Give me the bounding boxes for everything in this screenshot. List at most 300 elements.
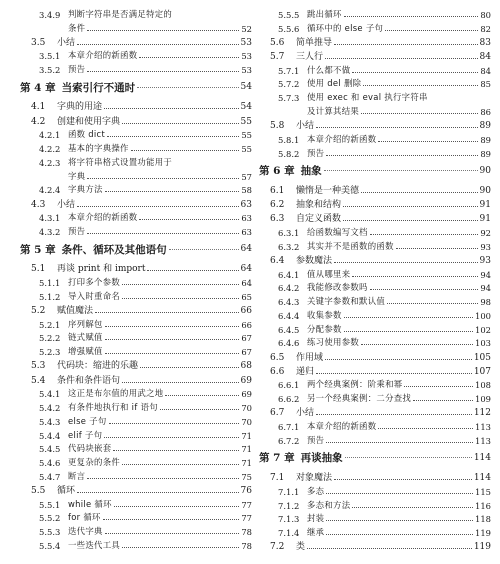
toc-entry-page: 93 (479, 255, 491, 266)
toc-entry-title: 什么都不做 (307, 64, 351, 75)
dot-leader (105, 326, 240, 327)
toc-entry-number: 5.4.5 (39, 444, 61, 455)
dot-leader (326, 493, 473, 494)
toc-entry-title: 简单推导 (296, 37, 333, 48)
toc-entry-sub2 (20, 343, 252, 357)
toc-entry-sub1 (20, 357, 252, 371)
toc-entry-number: 6.7.1 (278, 422, 300, 433)
toc-entry-page: 70 (241, 403, 252, 413)
toc-entry-sub2 (259, 335, 491, 349)
dot-leader (160, 409, 239, 410)
toc-entry-page: 53 (240, 37, 252, 48)
dot-leader (352, 507, 473, 508)
toc-entry-page: 107 (473, 366, 491, 377)
dot-leader (114, 506, 240, 507)
toc-entry-sub2 (20, 48, 252, 62)
toc-entry-page: 67 (241, 347, 252, 358)
dot-leader (326, 520, 473, 521)
toc-entry-title: 分配参数 (307, 323, 342, 334)
toc-entry-sub1 (20, 482, 252, 496)
toc-entry-number: 6.1 (270, 185, 285, 196)
toc-entry-page: 55 (241, 130, 252, 141)
toc-entry-title: 抽象和结构 (296, 199, 342, 210)
toc-entry-title: 多态 (307, 485, 325, 496)
toc-entry-sub2 (20, 127, 252, 141)
toc-entry-number: 5.4 (31, 375, 46, 386)
toc-entry-sub1 (20, 98, 252, 112)
toc-entry-sub2 (259, 224, 491, 238)
dot-leader (105, 339, 240, 340)
dot-leader (324, 170, 478, 171)
toc-entry-title: 关键字参数和默认值 (307, 296, 386, 307)
dot-leader (361, 192, 478, 193)
toc-entry-sub1 (20, 260, 252, 274)
toc-entry-sub1 (20, 34, 252, 48)
toc-entry-number: 7.1.3 (278, 514, 300, 525)
toc-entry-page: 66 (241, 319, 252, 330)
toc-entry-page: 63 (241, 227, 252, 237)
toc-entry-sub2 (20, 537, 252, 551)
toc-entry-page: 114 (473, 473, 491, 484)
toc-entry-page: 90 (479, 185, 491, 196)
toc-entry-sub1 (259, 182, 491, 196)
toc-entry-sub2 (20, 223, 252, 237)
dot-leader (137, 87, 238, 88)
toc-entry-page: 71 (241, 430, 252, 441)
toc-entry-page: 91 (479, 214, 491, 225)
toc-entry-number: 5.2 (31, 305, 46, 316)
toc-entry-page: 55 (241, 144, 252, 155)
toc-entry-number: 5.6 (270, 37, 285, 48)
toc-entry-number: 5.1.1 (39, 277, 61, 288)
toc-entry-page: 64 (240, 264, 252, 275)
toc-entry-sub2 (259, 377, 491, 391)
dot-leader (77, 206, 239, 207)
toc-entry-number: 5.4.6 (39, 458, 61, 468)
toc-entry-title: 条件和条件语句 (57, 375, 121, 386)
dot-leader (87, 178, 239, 179)
toc-entry-title: 打印多个参数 (68, 276, 121, 287)
dot-leader (370, 289, 479, 290)
toc-entry-page: 80 (480, 9, 491, 20)
dot-leader (344, 317, 473, 318)
dot-leader (105, 191, 240, 192)
toc-entry-number: 6.4.1 (278, 269, 300, 280)
toc-entry-page: 75 (241, 471, 252, 482)
toc-entry-sub2 (20, 510, 252, 524)
toc-entry-number: 5.7.3 (278, 93, 300, 104)
toc-entry-title: 作用域 (296, 352, 324, 363)
toc-entry-title: 本章介绍的新函数 (307, 421, 377, 432)
toc-left-column (20, 6, 252, 551)
toc-entry-number: 6.6.2 (278, 394, 300, 405)
toc-entry-page: 63 (241, 213, 252, 224)
toc-entry-page: 108 (475, 380, 491, 391)
toc-entry-title: 参数魔法 (296, 255, 333, 266)
toc-entry-page: 82 (480, 23, 491, 34)
dot-leader (396, 248, 479, 249)
toc-entry-title: 小结 (57, 199, 76, 210)
toc-entry-title: 跳出循环 (307, 8, 342, 19)
toc-entry-title: 一些迭代工具 (68, 539, 121, 550)
toc-entry-number: 4.1 (31, 102, 46, 113)
dot-leader (105, 353, 240, 354)
toc-entry-page: 83 (479, 37, 491, 48)
toc-entry-number: 6.7 (270, 408, 285, 419)
toc-entry-sub2 (20, 154, 252, 168)
toc-entry-sub2 (259, 293, 491, 307)
toc-entry-title: 函数 dict (68, 129, 106, 140)
toc-entry-page: 90 (479, 165, 491, 176)
toc-entry-number: 4.2.2 (39, 144, 61, 155)
toc-entry-title: 小结 (57, 37, 76, 48)
dot-leader (77, 492, 239, 493)
toc-entry-title: 封装 (307, 513, 325, 524)
dot-leader (104, 108, 239, 109)
toc-entry-number: 第 6 章 (259, 165, 295, 178)
toc-entry-title: 其实并不是函数的函数 (307, 240, 394, 251)
dot-leader (140, 367, 239, 368)
toc-entry-number: 5.5.4 (39, 540, 61, 551)
toc-entry-sub2 (20, 6, 252, 20)
toc-entry-title: 懒惰是一种美德 (296, 185, 360, 196)
toc-entry-page: 86 (480, 106, 491, 117)
toc-entry-page: 115 (475, 486, 491, 497)
toc-entry-title: 序列解包 (68, 318, 103, 329)
toc-entry-sub1 (20, 371, 252, 385)
toc-entry-sub2 (259, 497, 491, 511)
dot-leader (334, 262, 478, 263)
toc-entry-number: 5.4.4 (39, 430, 61, 441)
toc-entry-title: 预告 (307, 434, 325, 445)
toc-entry-number: 5.8.2 (278, 148, 300, 159)
toc-entry-number: 5.5.2 (39, 513, 61, 524)
toc-entry-sub2 (259, 524, 491, 538)
toc-entry-sub1 (259, 117, 491, 131)
toc-entry-sub2 (259, 418, 491, 432)
toc-entry-page: 64 (240, 244, 252, 254)
toc-entry-page: 58 (241, 185, 252, 196)
dot-leader (107, 136, 239, 137)
toc-entry-sub2 (259, 131, 491, 145)
toc-entry-page: 113 (475, 422, 491, 433)
toc-entry-number: 6.4.3 (278, 297, 300, 308)
toc-entry-number: 5.4.3 (39, 416, 61, 427)
toc-entry-page: 77 (241, 499, 252, 510)
toc-entry-title: 收集参数 (307, 309, 342, 320)
toc-entry-sub2 (259, 62, 491, 76)
toc-entry-number: 5.2.3 (39, 347, 61, 358)
toc-entry-page: 85 (480, 79, 491, 90)
dot-leader (122, 298, 239, 299)
toc-entry-sub2 (20, 140, 252, 154)
toc-entry-page: 54 (240, 102, 252, 113)
dot-leader (147, 270, 238, 271)
toc-entry-number: 6.4.4 (278, 310, 300, 321)
toc-entry-number: 7.2 (270, 542, 285, 553)
dot-leader (316, 127, 478, 128)
toc-entry-page: 119 (473, 542, 491, 553)
toc-entry-number: 5.7 (270, 51, 285, 62)
dot-leader (326, 442, 473, 443)
toc-entry-number: 第 4 章 (20, 81, 56, 94)
toc-entry-title: 再谈 print 和 import (57, 264, 146, 275)
toc-entry-page: 93 (480, 241, 491, 252)
toc-entry-title: 多态和方法 (307, 499, 351, 510)
dot-leader (87, 30, 239, 31)
toc-entry-title: 基本的字典操作 (68, 143, 129, 154)
toc-entry-title: 断言 (68, 470, 86, 481)
toc-entry-title: for 循环 (68, 512, 101, 523)
toc-entry-title: 字典 (68, 170, 86, 181)
toc-entry-title: 代码块：缩进的乐趣 (57, 361, 139, 372)
toc-entry-page: 91 (479, 199, 491, 210)
toc-entry-page: 54 (240, 82, 252, 93)
toc-entry-number: 3.5.2 (39, 65, 61, 76)
toc-entry-number: 4.3 (31, 199, 46, 210)
toc-entry-sub2 (20, 274, 252, 288)
dot-leader (122, 547, 239, 548)
toc-entry-number: 4.2 (31, 116, 46, 127)
toc-entry-number: 4.2.4 (39, 185, 61, 196)
toc-entry-page: 69 (241, 389, 252, 400)
toc-entry-page: 102 (475, 324, 491, 335)
toc-entry-title: 预告 (68, 64, 86, 75)
toc-entry-number: 3.5.1 (39, 51, 61, 62)
toc-entry-cont (20, 20, 252, 34)
toc-entry-sub2 (20, 523, 252, 537)
toc-entry-sub2 (20, 61, 252, 75)
toc-entry-title: 再谈抽象 (300, 452, 343, 465)
toc-entry-page: 94 (480, 269, 491, 280)
toc-entry-title: 循环 (57, 485, 76, 496)
toc-entry-sub1 (259, 348, 491, 362)
toc-entry-page: 70 (241, 416, 252, 427)
dot-leader (131, 150, 240, 151)
toc-entry-number: 5.8.1 (278, 134, 300, 145)
dot-leader (87, 478, 239, 479)
toc-entry-title: 将字符串格式设置功能用于 (68, 156, 173, 167)
dot-leader (404, 386, 473, 387)
dot-leader (334, 479, 472, 480)
toc-entry-number: 6.4.6 (278, 338, 300, 349)
dot-leader (344, 16, 479, 17)
toc-entry-title: 本章介绍的新函数 (68, 50, 138, 61)
toc-entry-chap (259, 160, 491, 182)
toc-entry-chap (20, 76, 252, 98)
toc-entry-title: 循环中的 else 子句 (307, 22, 384, 33)
toc-entry-page: 84 (479, 51, 491, 62)
toc-entry-page: 78 (241, 540, 252, 551)
toc-entry-title: 小结 (296, 121, 315, 132)
toc-entry-title: 判断字符串是否满足特定的 (68, 8, 173, 19)
toc-entry-page: 119 (475, 528, 491, 539)
dot-leader (122, 464, 239, 465)
dot-leader (344, 331, 473, 332)
dot-leader (77, 44, 239, 45)
toc-entry-cont (20, 168, 252, 182)
toc-entry-number: 6.3 (270, 214, 285, 225)
toc-entry-sub2 (20, 316, 252, 330)
toc-entry-number: 5.5.3 (39, 527, 61, 538)
toc-right-column (259, 6, 491, 552)
toc-entry-number: 6.6.1 (278, 380, 300, 391)
toc-entry-title: 链式赋值 (68, 332, 103, 343)
dot-leader (352, 276, 478, 277)
dot-leader (139, 57, 239, 58)
toc-entry-number: 6.4.5 (278, 324, 300, 335)
toc-entry-sub2 (20, 496, 252, 510)
toc-entry-title: 增强赋值 (68, 346, 103, 357)
toc-entry-title: 更复杂的条件 (68, 457, 121, 467)
toc-entry-page: 68 (240, 361, 252, 372)
toc-entry-page: 71 (241, 444, 252, 455)
toc-entry-number: 5.4.7 (39, 471, 61, 482)
toc-entry-chap (259, 447, 491, 469)
dot-leader (325, 58, 478, 59)
toc-entry-sub1 (20, 195, 252, 209)
toc-entry-number: 7.1.4 (278, 528, 300, 539)
toc-entry-page: 76 (240, 485, 252, 496)
dot-leader (378, 428, 473, 429)
dot-leader (385, 30, 478, 31)
dot-leader (95, 312, 239, 313)
dot-leader (352, 72, 478, 73)
toc-entry-sub2 (20, 330, 252, 344)
toc-entry-page: 109 (475, 394, 491, 405)
toc-entry-title: 迭代字典 (68, 526, 103, 537)
toc-entry-sub2 (259, 432, 491, 446)
dot-leader (343, 220, 478, 221)
toc-entry-page: 53 (241, 65, 252, 76)
toc-entry-title: 练习使用参数 (307, 337, 360, 348)
dot-leader (113, 450, 239, 451)
toc-entry-title: 这正是布尔值的用武之地 (68, 388, 164, 399)
toc-entry-page: 113 (475, 435, 491, 446)
dot-leader (122, 284, 239, 285)
dot-leader (87, 233, 239, 234)
toc-entry-number: 7.1 (270, 473, 285, 484)
toc-entry-title: 有条件地执行和 if 语句 (68, 402, 158, 412)
toc-entry-title: 我能修改参数吗 (307, 282, 368, 293)
toc-entry-title: 使用 exec 和 eval 执行字符串 (307, 92, 428, 103)
toc-entry-sub2 (20, 427, 252, 441)
toc-entry-number: 5.5 (31, 485, 46, 496)
toc-entry-sub1 (259, 48, 491, 62)
toc-entry-sub2 (20, 386, 252, 400)
toc-entry-page: 89 (480, 134, 491, 145)
toc-entry-number: 5.4.2 (39, 403, 61, 413)
toc-entry-page: 114 (473, 452, 491, 463)
toc-entry-sub2 (20, 210, 252, 224)
toc-entry-sub1 (259, 538, 491, 552)
toc-entry-number: 4.3.2 (39, 227, 61, 237)
toc-entry-sub2 (20, 441, 252, 455)
toc-entry-sub2 (259, 238, 491, 252)
toc-entry-sub2 (20, 454, 252, 468)
toc-entry-sub1 (259, 469, 491, 483)
dot-leader (87, 71, 239, 72)
dot-leader (387, 303, 478, 304)
toc-entry-number: 7.1.2 (278, 500, 300, 511)
toc-entry-sub2 (259, 89, 491, 103)
toc-entry-sub1 (259, 252, 491, 266)
dot-leader (378, 141, 478, 142)
toc-entry-title: else 子句 (68, 415, 107, 426)
toc-entry-number: 4.3.1 (39, 213, 61, 224)
toc-entry-number: 5.7.2 (278, 79, 300, 90)
toc-entry-page: 57 (241, 171, 252, 182)
toc-entry-title: 小结 (296, 408, 315, 419)
toc-entry-sub2 (20, 288, 252, 302)
toc-entry-page: 64 (241, 277, 252, 288)
toc-entry-sub2 (20, 413, 252, 427)
toc-entry-number: 5.5.6 (278, 23, 300, 34)
toc-entry-title: 代码块嵌套 (68, 443, 112, 454)
toc-entry-title: 本章介绍的新函数 (307, 133, 377, 144)
toc-entry-number: 6.4 (270, 255, 285, 266)
toc-entry-page: 94 (480, 283, 491, 294)
dot-leader (104, 437, 239, 438)
toc-entry-page: 118 (475, 514, 491, 525)
toc-entry-sub1 (259, 404, 491, 418)
toc-entry-number: 6.4.2 (278, 283, 300, 294)
toc-entry-number: 4.2.3 (39, 157, 61, 168)
toc-entry-sub1 (259, 34, 491, 48)
dot-leader (165, 395, 239, 396)
toc-entry-sub2 (20, 399, 252, 413)
toc-entry-page: 92 (480, 227, 491, 238)
toc-entry-page: 103 (475, 338, 491, 349)
toc-entry-page: 98 (480, 297, 491, 308)
toc-entry-number: 5.5.5 (278, 9, 300, 20)
dot-leader (326, 534, 473, 535)
dot-leader (316, 373, 472, 374)
dot-leader (122, 382, 239, 383)
dot-leader (139, 219, 239, 220)
toc-entry-number: 6.5 (270, 352, 285, 363)
toc-entry-sub2 (259, 483, 491, 497)
toc-entry-title: 导入时重命名 (68, 290, 121, 301)
toc-entry-chap (20, 238, 252, 260)
toc-entry-page: 89 (479, 121, 491, 132)
toc-entry-number: 7.1.1 (278, 486, 300, 497)
toc-entry-number: 5.8 (270, 121, 285, 132)
dot-leader (103, 519, 240, 520)
toc-entry-title: 及计算其结果 (307, 105, 360, 116)
dot-leader (361, 344, 473, 345)
toc-entry-title: while 循环 (68, 498, 112, 509)
toc-entry-title: 字典方法 (68, 184, 103, 195)
dot-leader (105, 533, 240, 534)
toc-entry-number: 5.2.1 (39, 319, 61, 330)
toc-entry-sub1 (259, 196, 491, 210)
toc-entry-number: 6.3.1 (278, 227, 300, 238)
dot-leader (169, 249, 239, 250)
toc-entry-page: 84 (480, 65, 491, 76)
dot-leader (326, 155, 478, 156)
toc-entry-page: 77 (241, 513, 252, 524)
toc-entry-title: elif 子句 (68, 429, 103, 440)
toc-entry-sub2 (259, 145, 491, 159)
toc-entry-sub2 (259, 6, 491, 20)
toc-entry-page: 55 (240, 116, 252, 127)
toc-entry-title: 对象魔法 (296, 473, 333, 484)
toc-entry-number: 6.2 (270, 199, 285, 210)
toc-entry-page: 66 (240, 305, 252, 316)
toc-entry-title: 值从哪里来 (307, 268, 351, 279)
toc-entry-number: 5.7.1 (278, 65, 300, 76)
